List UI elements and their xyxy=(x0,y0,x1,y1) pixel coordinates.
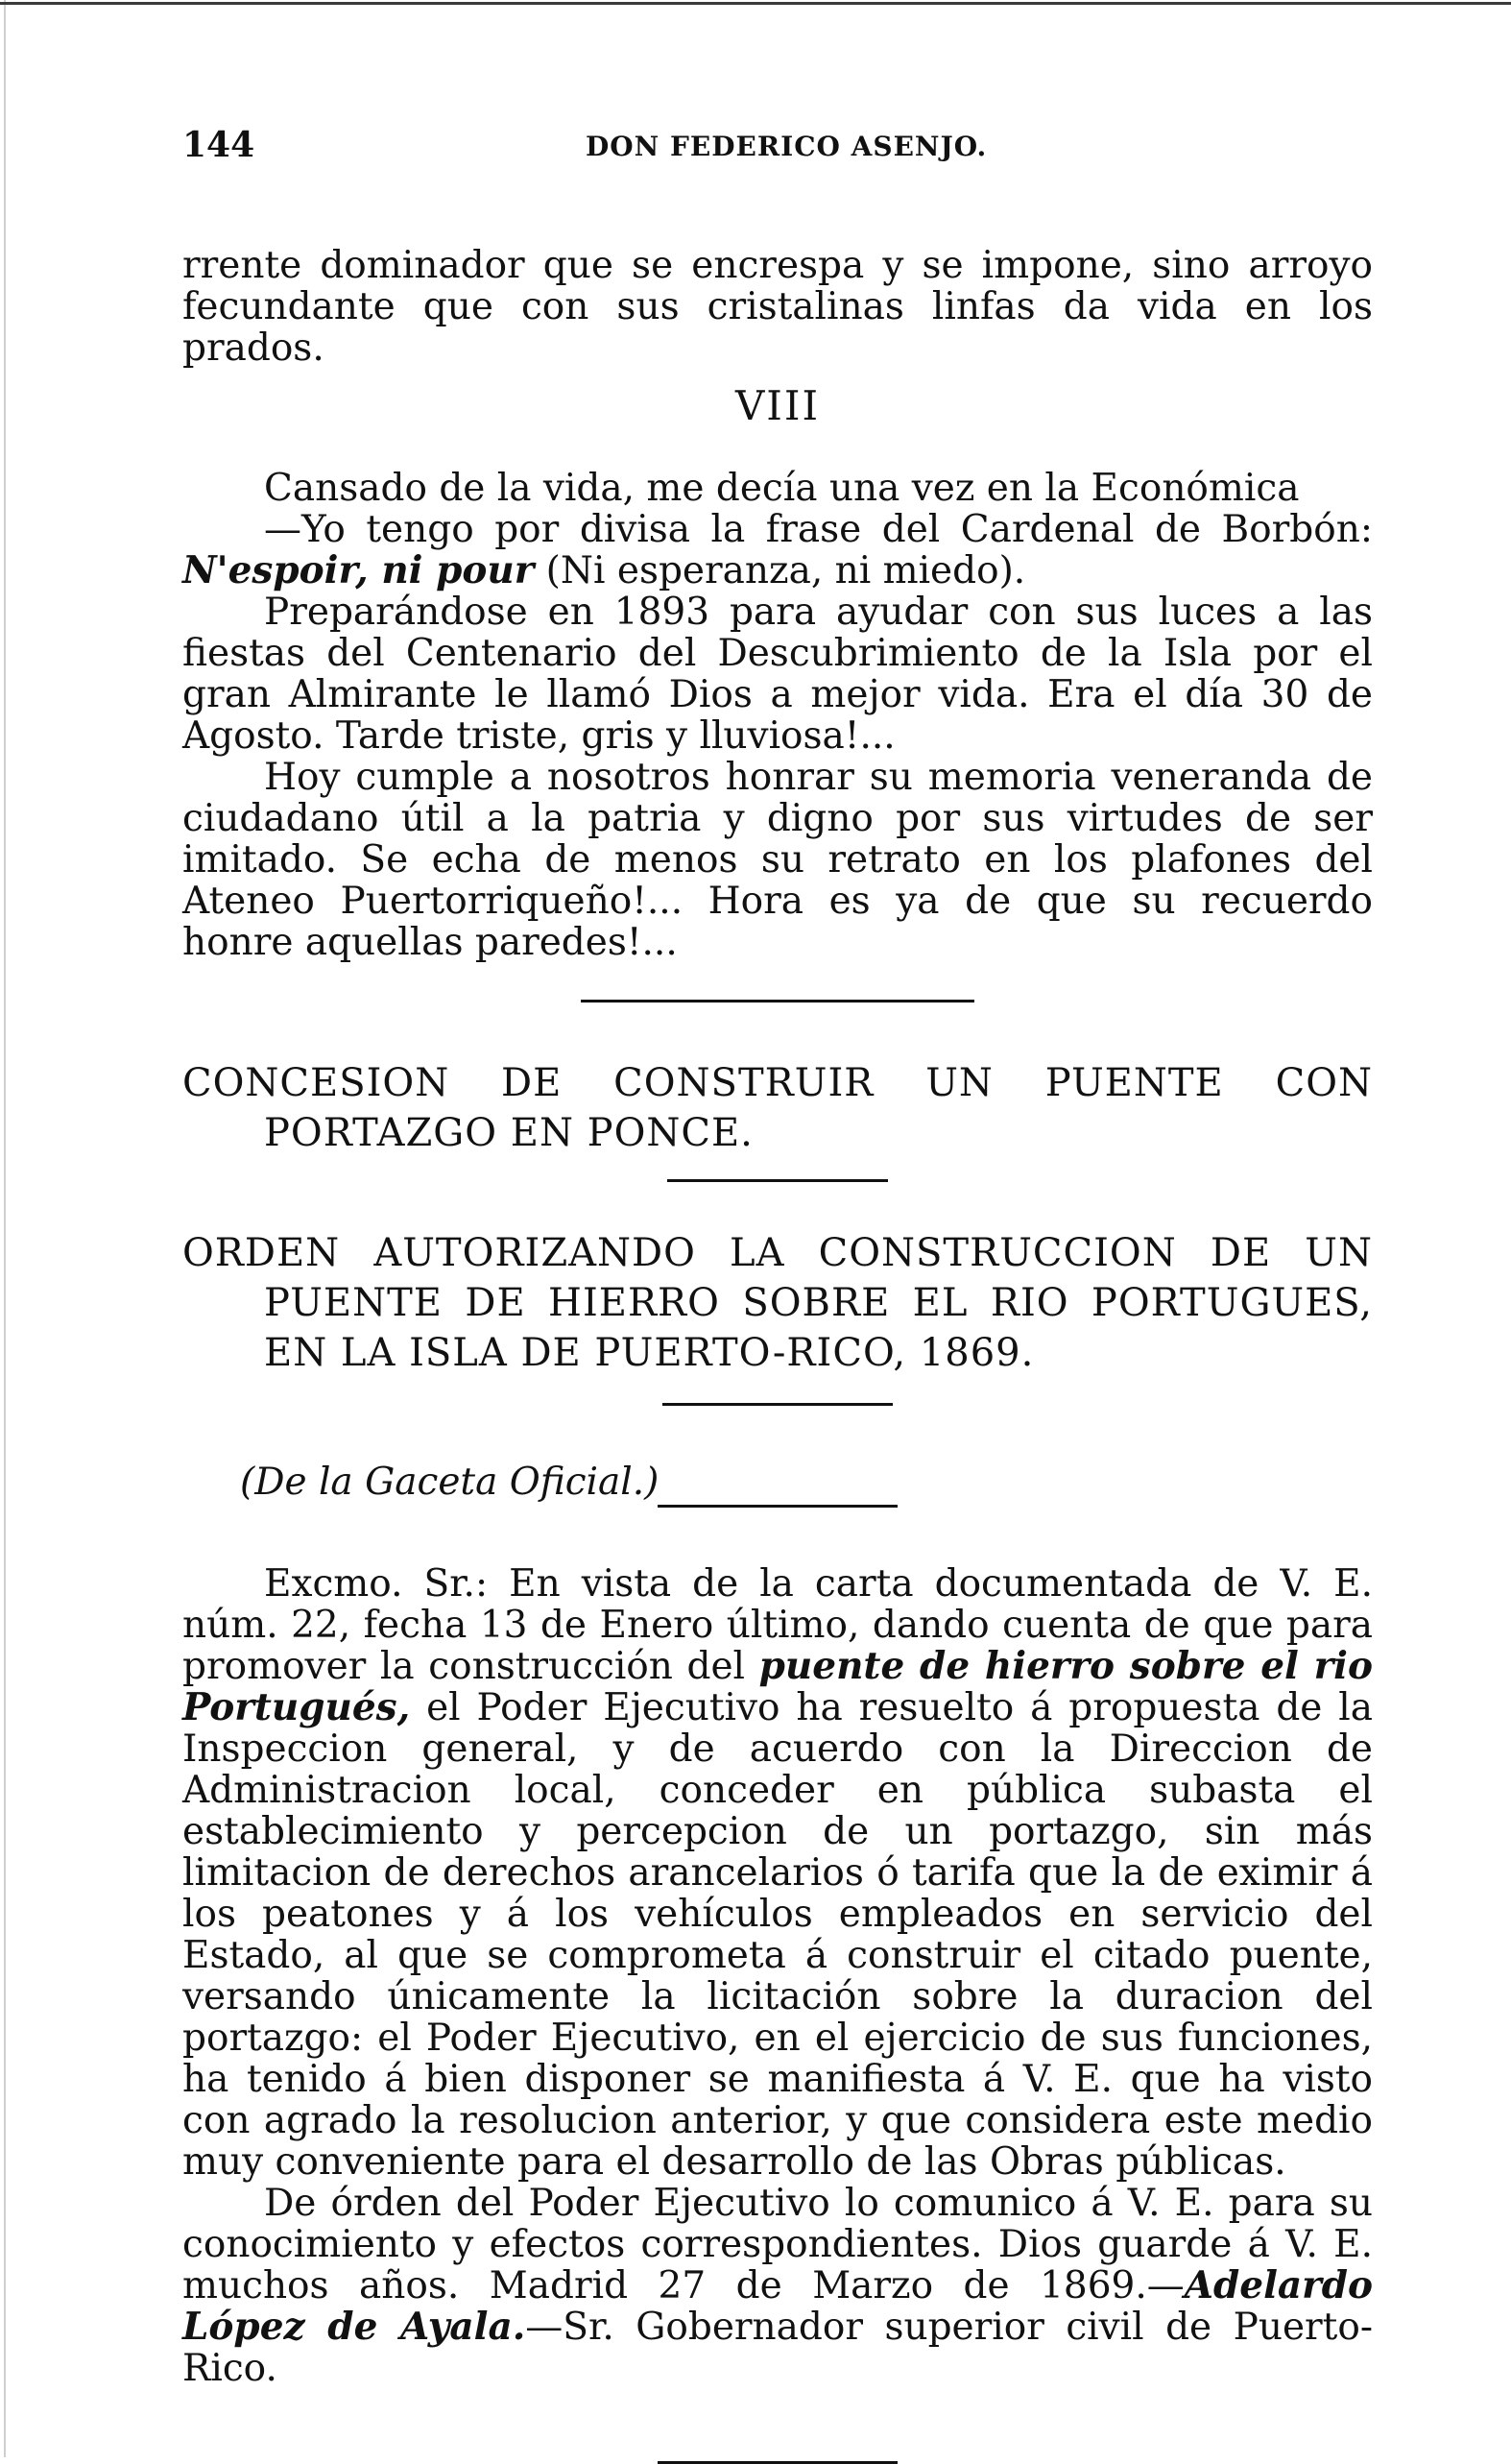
paragraph-divisa xyxy=(182,509,1373,592)
page-number: 144 xyxy=(182,125,255,165)
closing-text-start: De órden del Poder Ejecutivo lo comunico á V. E. para su conocimiento y efectos correspondientes. Dios guarde á V. E. muchos años. Madrid 27 de Marzo de 1869.— xyxy=(182,2182,1373,2307)
paragraph-letter xyxy=(182,1563,1373,2183)
signature: Adelardo López de Ayala. xyxy=(182,2263,1373,2349)
paragraph-economica: Cansado de la vida, me decía una vez en la Económica xyxy=(264,467,1300,510)
running-head: DON FEDERICO ASENJO. xyxy=(586,131,988,162)
page-top-edge xyxy=(0,2,1511,5)
section-numeral: VIII xyxy=(734,382,821,429)
paragraph-memoria: Hoy cumple a nosotros honrar su memoria veneranda de ciudadano útil a la patria y digno por sus virtudes de ser imitado. Se echa de menos su retrato en los plafones del Ateneo Puertorriqueño!... Hora es ya de que su recuerdo honre aquellas paredes!... xyxy=(182,756,1373,964)
orden-title: ORDEN AUTORIZANDO LA CONSTRUCCION DE UN PUENTE DE HIERRO SOBRE EL RIO PORTUGUES, EN LA ISLA DE PUERTO-RICO, 1869. xyxy=(182,1231,1373,1375)
page-left-edge xyxy=(4,0,6,2457)
paragraph-closing xyxy=(182,2183,1373,2389)
citation-underline xyxy=(658,1505,898,1508)
concesion-title: CONCESION DE CONSTRUIR UN PUENTE CON PORTAZGO EN PONCE. xyxy=(182,1061,1373,1155)
continuation-paragraph: rrente dominador que se encrespa y se impone, sino arroyo fecundante que con sus cristalinas linfas da vida en los prados. xyxy=(182,244,1373,370)
letter-text-start: Excmo. Sr.: En vista de la carta documentada de V. E. núm. 22, fecha 13 de Enero último, dando cuenta de que para promover la construcción del xyxy=(182,1562,1373,1688)
closing-text-end: —Sr. Gobernador superior civil de Puerto-Rico. xyxy=(182,2306,1373,2390)
divisa-text-end: (Ni esperanza, ni miedo). xyxy=(534,549,1026,592)
section-divider xyxy=(662,1403,893,1406)
bridge-name: puente de hierro sobre el rio Portugués, xyxy=(182,1644,1373,1729)
page-header xyxy=(182,125,1354,182)
source-citation: (De la Gaceta Oficial.) xyxy=(240,1461,660,1504)
divisa-motto: N'espoir, ni pour xyxy=(182,548,535,592)
section-divider xyxy=(581,1000,974,1003)
section-divider xyxy=(667,1179,888,1182)
paragraph-centenario: Preparándose en 1893 para ayudar con sus luces a las fiestas del Centenario del Descubrimiento de la Isla por el gran Almirante le llamó Dios a mejor vida. Era el día 30 de Agosto. Tarde triste, gris y lluviosa!... xyxy=(182,591,1373,758)
letter-text-end: el Poder Ejecutivo ha resuelto á propuesta de la Inspeccion general, y de acuerdo con la Direccion de Administracion local, conceder en pública subasta el establecimiento y percepcion de un portazgo, sin más limitacion de derechos arancelarios ó tarifa que la de eximir á los peatones y á los vehículos empleados en servicio del Estado, al que se comprometa á construir el citado puente, versando únicamente la licitación sobre la duracion del portazgo: el Poder Ejecutivo, en el ejercicio de sus funciones, ha tenido á bien disponer se manifiesta á V. E. que ha visto con agrado la resolucion anterior, y que considera este medio muy conveniente para el desarrollo de las Obras públicas. xyxy=(182,1686,1373,2184)
divisa-text-start: —Yo tengo por divisa la frase del Cardenal de Borbón: xyxy=(264,508,1373,551)
page-body xyxy=(182,245,1373,2464)
